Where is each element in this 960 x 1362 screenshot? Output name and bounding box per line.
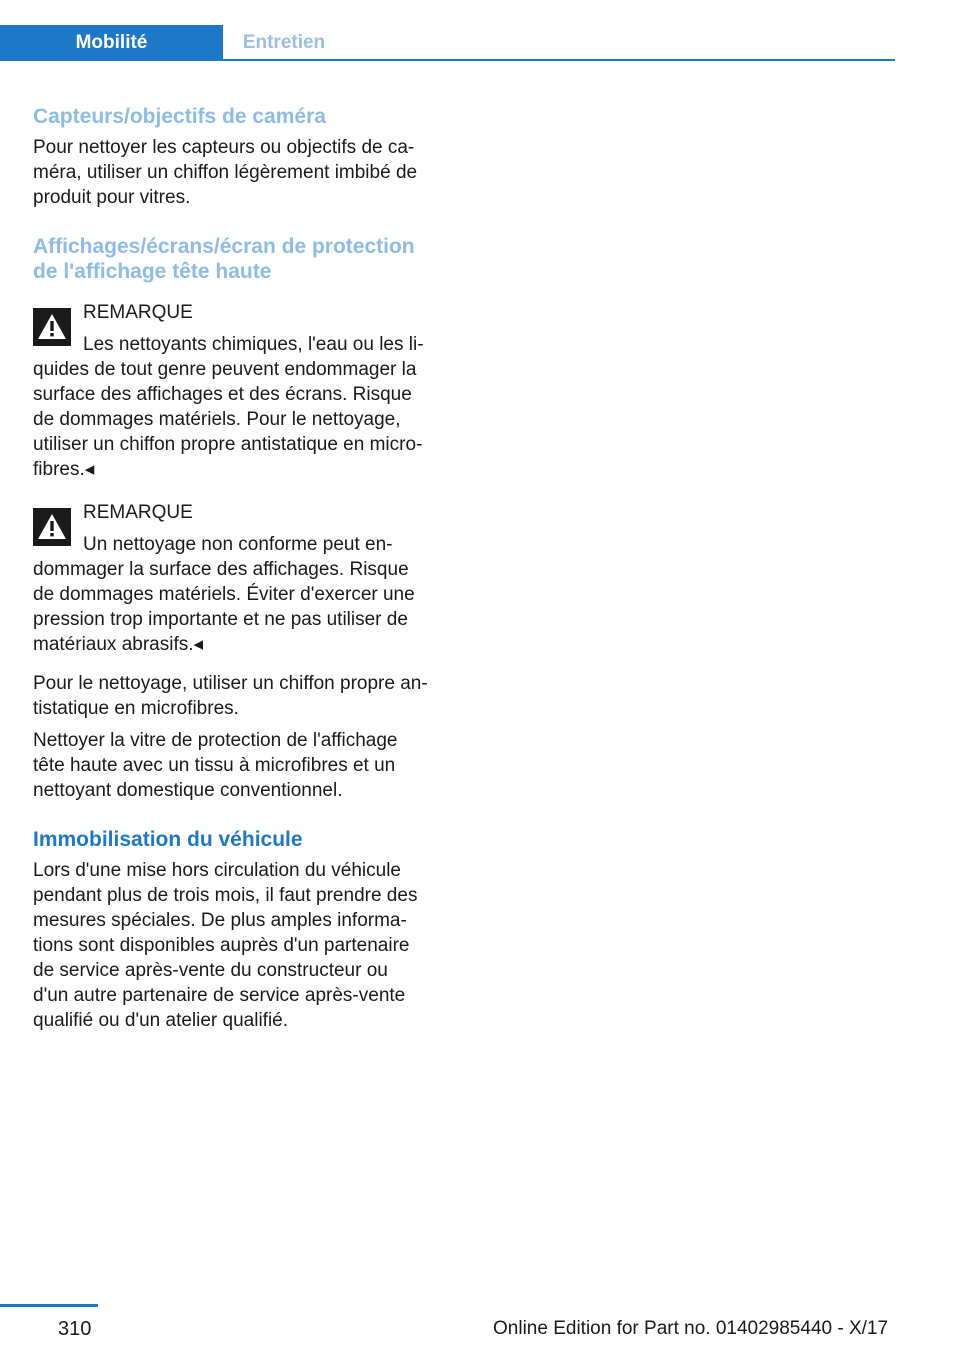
- paragraph-hud-glass: [33, 728, 449, 803]
- text-line: produit pour vitres.: [33, 187, 191, 208]
- text-line: de service après-vente du constructeur ou: [33, 960, 388, 981]
- text-line: méra, utiliser un chiffon légèrement imbibé de: [33, 162, 418, 183]
- text-line: Lors d'une mise hors circulation du véhicule: [33, 860, 401, 881]
- page-number: 310: [58, 1318, 92, 1340]
- tab-mobilite[interactable]: Mobilité: [0, 25, 223, 61]
- heading-line: de l'affichage tête haute: [33, 260, 272, 283]
- heading-camera-sensors: Capteurs/objectifs de caméra: [33, 105, 326, 128]
- warning-triangle-icon: [33, 308, 71, 346]
- heading-immobilisation: Immobilisation du véhicule: [33, 828, 303, 851]
- text-line: pression trop importante et ne pas utiliser de: [33, 609, 408, 630]
- paragraph-immobilisation: [33, 858, 449, 1033]
- text-line: pendant plus de trois mois, il faut prendre des: [33, 885, 418, 906]
- chapter-tab-bar: [0, 25, 895, 61]
- page-content: [33, 100, 449, 1033]
- text-line: tistatique en microfibres.: [33, 698, 239, 719]
- text-line: nettoyant domestique conventionnel.: [33, 780, 343, 801]
- text-line: Pour le nettoyage, utiliser un chiffon propre an‐: [33, 673, 428, 694]
- text-line: Les nettoyants chimiques, l'eau ou les li‐: [83, 334, 424, 355]
- text-line: tête haute avec un tissu à microfibres et un: [33, 755, 396, 776]
- heading-line: Affichages/écrans/écran de protection: [33, 235, 415, 258]
- text-line: dommager la surface des affichages. Risque: [33, 559, 409, 580]
- text-line: utiliser un chiffon propre antistatique en micro‐: [33, 434, 423, 455]
- paragraph-cleaning: [33, 671, 449, 721]
- text-line: de dommages matériels. Pour le nettoyage,: [33, 409, 401, 430]
- text-line: matériaux abrasifs.◂: [33, 634, 204, 655]
- heading-displays: [33, 234, 449, 284]
- tab-entretien[interactable]: Entretien: [242, 32, 326, 53]
- caution-note-1: [33, 300, 449, 482]
- text-line: fibres.◂: [33, 459, 95, 480]
- text-line: de dommages matériels. Éviter d'exercer une: [33, 584, 415, 605]
- text-line: tions sont disponibles auprès d'un partenaire: [33, 935, 410, 956]
- note-label: REMARQUE: [83, 302, 193, 323]
- tab-bar-underline: [0, 59, 895, 61]
- text-line: d'un autre partenaire de service après-vente: [33, 985, 406, 1006]
- text-line: Nettoyer la vitre de protection de l'affichage: [33, 730, 398, 751]
- footer-rule: [0, 1304, 98, 1307]
- caution-note-2: [33, 500, 449, 657]
- note-label: REMARQUE: [83, 502, 193, 523]
- warning-triangle-icon: [33, 508, 71, 546]
- text-line: mesures spéciales. De plus amples informa‐: [33, 910, 407, 931]
- text-line: Un nettoyage non conforme peut en‐: [83, 534, 393, 555]
- paragraph-camera-sensors: [33, 135, 449, 210]
- edition-footer: Online Edition for Part no. 01402985440 - X/17: [493, 1318, 889, 1339]
- text-line: quides de tout genre peuvent endommager la: [33, 359, 417, 380]
- text-line: surface des affichages et des écrans. Risque: [33, 384, 412, 405]
- text-line: Pour nettoyer les capteurs ou objectifs de ca‐: [33, 137, 415, 158]
- text-line: qualifié ou d'un atelier qualifié.: [33, 1010, 289, 1031]
